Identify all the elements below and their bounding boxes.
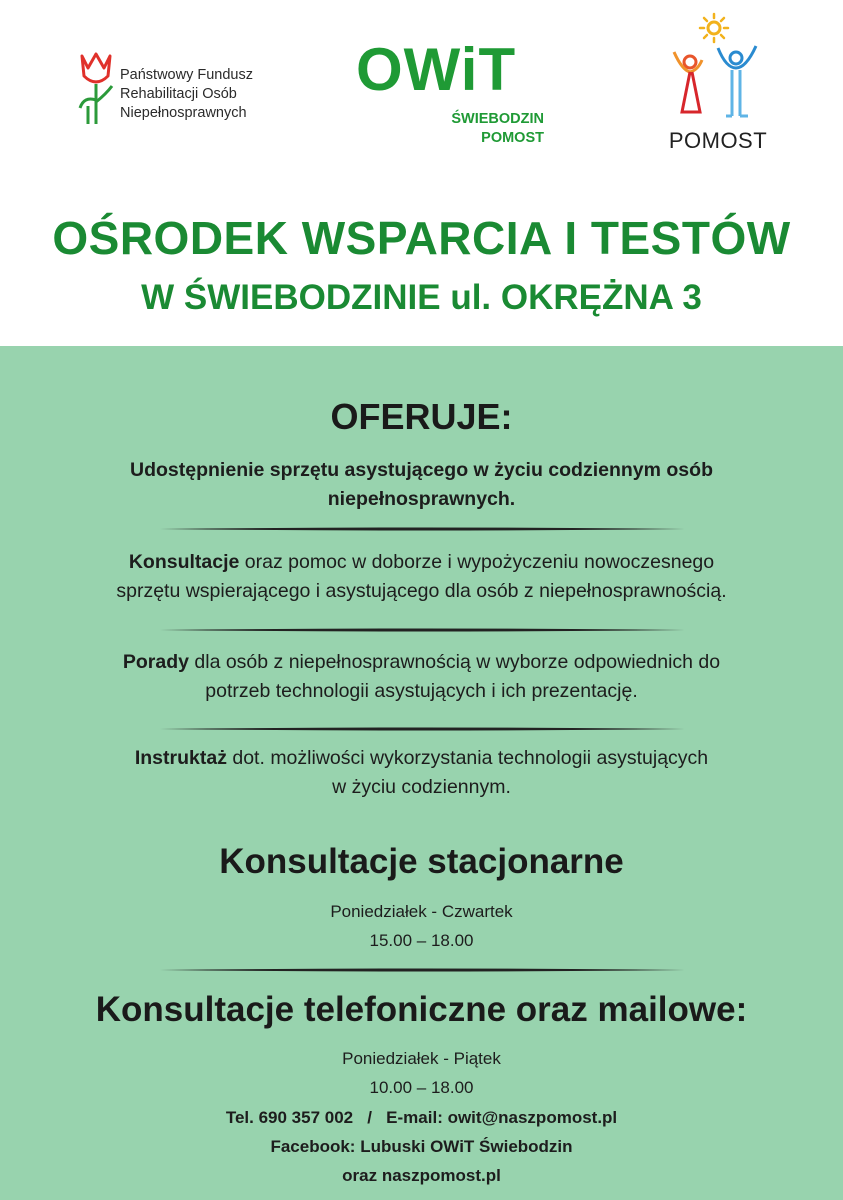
contact-facebook: Facebook: Lubuski OWiT Świebodzin bbox=[270, 1137, 573, 1156]
owit-org: POMOST bbox=[481, 130, 544, 146]
header bbox=[0, 0, 843, 175]
title-line-1: OŚRODEK WSPARCIA I TESTÓW bbox=[52, 212, 791, 264]
offer-item-keyword: Instruktaż bbox=[134, 747, 227, 769]
offer-intro-line: niepełnosprawnych. bbox=[327, 488, 516, 510]
stationary-heading: Konsultacje stacjonarne bbox=[219, 842, 624, 881]
offer-panel bbox=[0, 346, 843, 1200]
offer-item-keyword: Porady bbox=[122, 651, 189, 673]
pfron-line: Rehabilitacji Osób bbox=[120, 86, 237, 102]
pfron-logo bbox=[74, 50, 304, 130]
offer-heading: OFERUJE: bbox=[330, 396, 513, 437]
offer-item bbox=[0, 648, 843, 706]
offer-item-line: w życiu codziennym. bbox=[332, 776, 511, 798]
divider bbox=[160, 727, 685, 731]
stationary-days: Poniedziałek - Czwartek bbox=[330, 902, 513, 921]
tulip-icon bbox=[74, 50, 118, 130]
owit-subtitle bbox=[451, 110, 544, 148]
offer-item-keyword: Konsultacje bbox=[128, 551, 240, 573]
offer-item-text: dot. możliwości wykorzystania technologii asystujących bbox=[226, 747, 709, 769]
stationary-hours: 15.00 – 18.00 bbox=[369, 931, 474, 950]
divider bbox=[160, 527, 685, 531]
divider bbox=[160, 628, 685, 632]
pfron-line: Państwowy Fundusz bbox=[120, 67, 253, 83]
pomost-figures-icon bbox=[662, 12, 774, 128]
owit-logo bbox=[356, 38, 556, 153]
offer-item bbox=[0, 548, 843, 606]
offer-item-line: sprzętu wspierającego i asystującego dla osób z niepełnosprawnością. bbox=[116, 580, 727, 602]
page-title bbox=[0, 210, 843, 322]
pomost-logo bbox=[662, 12, 774, 154]
offer-item-text: oraz pomoc w doborze i wypożyczeniu nowoczesnego bbox=[239, 551, 715, 573]
offer-intro bbox=[0, 456, 843, 514]
title-line-2: W ŚWIEBODZINIE ul. OKRĘŻNA 3 bbox=[141, 278, 702, 317]
offer-item-line bbox=[0, 744, 843, 773]
offer-item-line bbox=[0, 548, 843, 577]
contact-website: oraz naszpomost.pl bbox=[342, 1166, 501, 1185]
remote-days: Poniedziałek - Piątek bbox=[342, 1049, 501, 1068]
pfron-name bbox=[120, 66, 253, 123]
owit-wordmark: OWiT bbox=[356, 36, 517, 103]
remote-hours: 10.00 – 18.00 bbox=[369, 1078, 474, 1097]
offer-item-line: potrzeb technologii asystujących i ich prezentację. bbox=[205, 680, 638, 702]
offer-item-text: dla osób z niepełnosprawnością w wyborze odpowiednich do bbox=[188, 651, 721, 673]
pomost-wordmark: POMOST bbox=[668, 128, 768, 153]
contact-phone-email: Tel. 690 357 002 / E-mail: owit@naszpomost.pl bbox=[225, 1108, 618, 1127]
pfron-line: Niepełnosprawnych bbox=[120, 105, 247, 121]
offer-item bbox=[0, 744, 843, 802]
remote-heading: Konsultacje telefoniczne oraz mailowe: bbox=[95, 990, 748, 1029]
divider bbox=[160, 968, 685, 972]
offer-intro-line: Udostępnienie sprzętu asystującego w życiu codziennym osób bbox=[130, 459, 713, 481]
offer-item-line bbox=[0, 648, 843, 677]
owit-city: ŚWIEBODZIN bbox=[451, 111, 544, 127]
